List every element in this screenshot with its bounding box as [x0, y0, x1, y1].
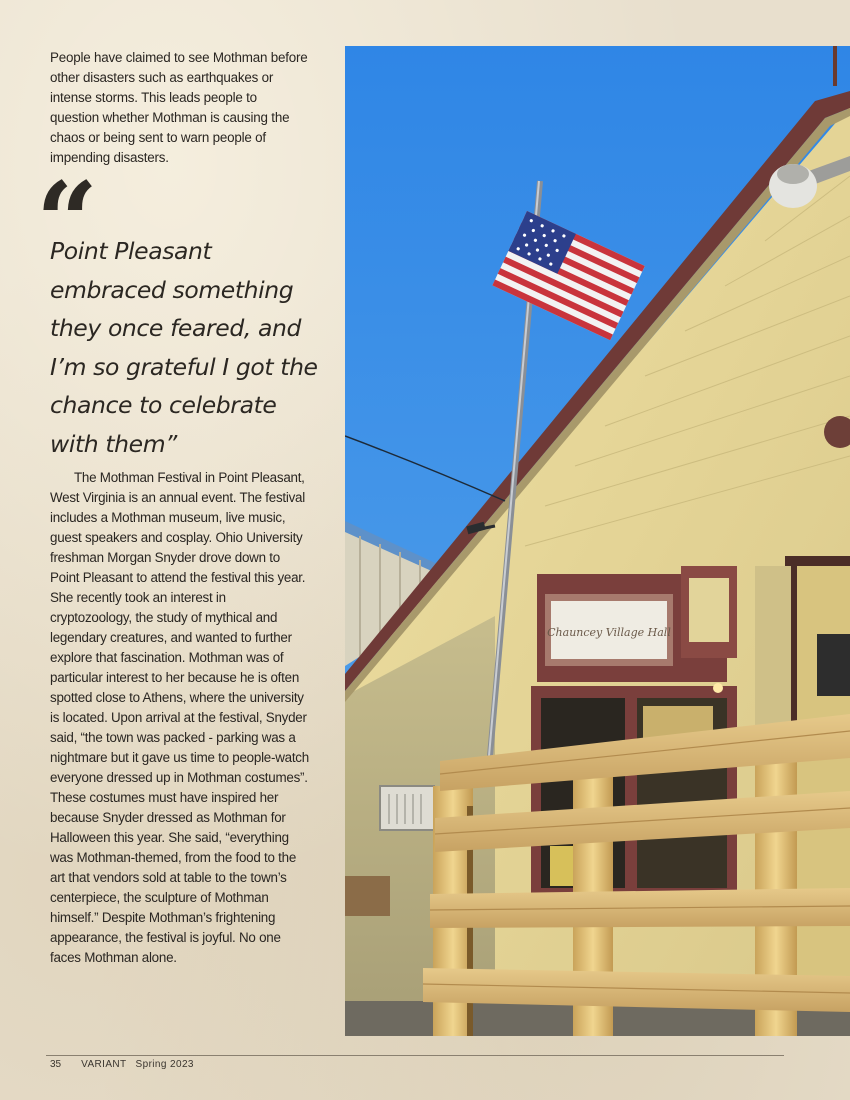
- issue-label: Spring 2023: [135, 1059, 194, 1070]
- magazine-name: [81, 1059, 194, 1070]
- body-paragraph: The Mothman Festival in Point Pleasant, West Virginia is an annual event. The festival includes a Mothman museum, live music, guest speakers and cosplay. Ohio University freshman Morgan Snyder drove down to Point Pleasant to attend the festival this year. She recently took an interest in cryptozoology, the study of mythical and legendary creatures, and wanted to further explore that fascination. Mothman was of particular interest to her because he is often spotted close to Athens, where the university is located. Upon arrival at the festival, Snyder said, “the town was packed - parking was a nightmare but it gave us time to people-watch everyone dressed up in Mothman costumes”. These costumes must have inspired her because Snyder dressed as Mothman for Halloween this year. She said, “everything was Mothman-themed, from the food to the art that vendors sold at table to the town’s centerpiece, the sculpture of Mothman himself.” Despite Mothman’s frightening appearance, the festival is joyful. No one faces Mothman alone.: [50, 470, 309, 965]
- footer-rule: [46, 1055, 784, 1056]
- page-number: 35: [50, 1059, 62, 1070]
- pull-quote: Point Pleasant embraced something they once feared, and I’m so grateful I got the chance to celebrate with them”: [50, 237, 318, 458]
- intro-paragraph: People have claimed to see Mothman before other disasters such as earthquakes or intense storms. This leads people to question whether Mothman is causing the chaos or being sent to warn people of impending disasters.: [50, 50, 308, 165]
- village-hall-sign: Chauncey Village Hall: [547, 626, 671, 639]
- village-hall-photo: [345, 46, 850, 1036]
- magazine-title: VARIANT: [81, 1059, 127, 1070]
- page-footer: [50, 1059, 194, 1070]
- quote-mark-icon: “: [36, 159, 91, 285]
